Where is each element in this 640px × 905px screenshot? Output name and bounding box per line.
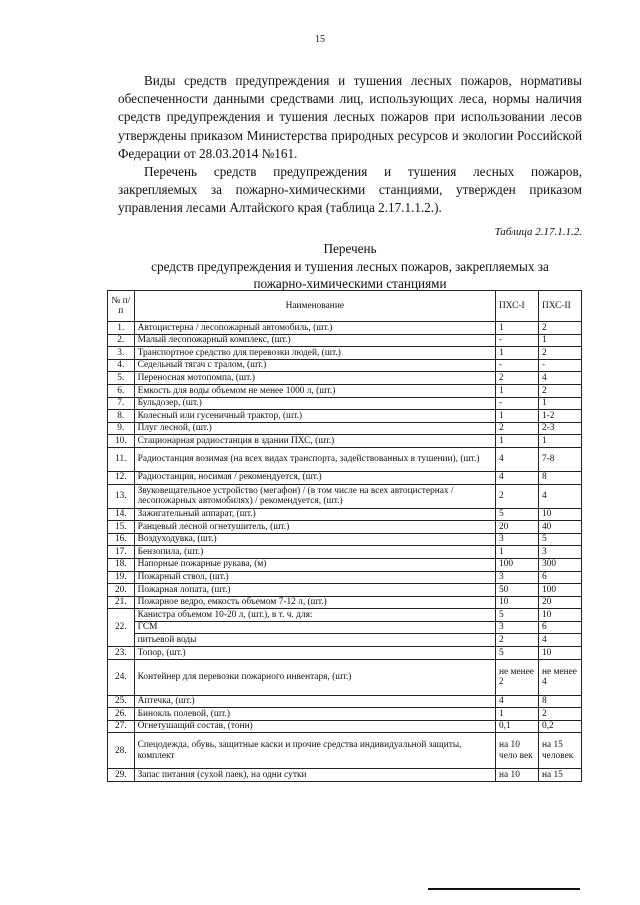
- row-pxc-2-value: 4: [538, 372, 581, 385]
- table-title-line-2: средств предупреждения и тушения лесных пожаров, закрепляемых за: [151, 259, 549, 274]
- row-pxc-2-value: 3: [538, 546, 581, 559]
- table-row: [108, 435, 582, 448]
- row-pxc-1-value: 100: [495, 558, 538, 571]
- table-row: [108, 471, 582, 484]
- row-name: Колесный или гусеничный трактор, (шт.): [134, 410, 495, 423]
- table-row: [108, 596, 582, 609]
- row-pxc-1-value: 4: [495, 695, 538, 708]
- row-pxc-2-value: 4: [538, 484, 581, 508]
- table-row: [108, 533, 582, 546]
- paragraph-forest-fire-standards: Виды средств предупреждения и тушения лесных пожаров, нормативы обеспеченности данными средствами лиц, использующих леса, нормы наличия средств предупреждения и тушения лесных пожаров при использовании лесов утверждены приказом Министерства природных ресурсов и экологии Российской Федерации от 28.03.2014 №161.: [118, 73, 582, 161]
- row-pxc-2-value: 10: [538, 609, 581, 622]
- row-name: Напорные пожарные рукава, (м): [134, 558, 495, 571]
- row-pxc-2-value: 2: [538, 708, 581, 721]
- row-pxc-1-value: 50: [495, 584, 538, 597]
- header-pxc-2: ПХС-II: [538, 291, 581, 322]
- table-row: [108, 422, 582, 435]
- row-pxc-2-value: 4: [538, 634, 581, 647]
- table-row: [108, 447, 582, 471]
- row-pxc-2-value: 0,2: [538, 720, 581, 733]
- table-row: [108, 484, 582, 508]
- row-pxc-2-value: не менее 4: [538, 659, 581, 695]
- row-pxc-1-value: 3: [495, 533, 538, 546]
- row-name: Транспортное средство для перевозки людей, (шт.): [134, 347, 495, 360]
- row-number: 26.: [108, 708, 135, 721]
- row-number: 19.: [108, 571, 135, 584]
- row-name: Бульдозер, (шт.): [134, 397, 495, 410]
- row-number: 1.: [108, 322, 135, 335]
- row-pxc-2-value: 2: [538, 384, 581, 397]
- row-number: 22.: [108, 609, 135, 647]
- row-pxc-1-value: 1: [495, 384, 538, 397]
- row-number: 29.: [108, 769, 135, 782]
- table-row: [108, 659, 582, 695]
- row-number: 10.: [108, 435, 135, 448]
- row-name: Аптечка, (шт.): [134, 695, 495, 708]
- row-pxc-2-value: 10: [538, 508, 581, 521]
- row-number: 27.: [108, 720, 135, 733]
- row-pxc-1-value: 5: [495, 609, 538, 622]
- row-name: Пожарный ствол, (шт.): [134, 571, 495, 584]
- row-name: Пожарная лопата, (шт.): [134, 584, 495, 597]
- row-pxc-2-value: 8: [538, 695, 581, 708]
- table-row: [108, 347, 582, 360]
- row-name: Запас питания (сухой паек), на одни сутки: [134, 769, 495, 782]
- table-row: [108, 634, 582, 647]
- table-row: [108, 334, 582, 347]
- row-number: 21.: [108, 596, 135, 609]
- table-row: [108, 546, 582, 559]
- row-number: 4.: [108, 359, 135, 372]
- table-header-row: [108, 291, 582, 322]
- table-row: [108, 571, 582, 584]
- row-number: 16.: [108, 533, 135, 546]
- row-pxc-2-value: 8: [538, 471, 581, 484]
- row-name: Канистра объемом 10-20 л, (шт.), в т. ч. для:: [134, 609, 495, 622]
- row-pxc-2-value: на 15: [538, 769, 581, 782]
- table-row: [108, 708, 582, 721]
- row-name: Радиостанция, носимая / рекомендуется, (шт.): [134, 471, 495, 484]
- row-pxc-2-value: 20: [538, 596, 581, 609]
- row-number: 8.: [108, 410, 135, 423]
- row-pxc-1-value: на 10: [495, 769, 538, 782]
- table-row: [108, 384, 582, 397]
- row-pxc-2-value: 1: [538, 435, 581, 448]
- row-pxc-1-value: 1: [495, 708, 538, 721]
- row-pxc-1-value: -: [495, 397, 538, 410]
- paragraph-fire-station-list: Перечень средств предупреждения и тушения лесных пожаров, закрепляемых за пожарно-химическими станциями, утвержден приказом управления лесами Алтайского края (таблица 2.17.1.1.2.).: [118, 164, 582, 216]
- header-pxc-1: ПХС-I: [495, 291, 538, 322]
- row-pxc-1-value: 5: [495, 647, 538, 660]
- row-pxc-1-value: 2: [495, 484, 538, 508]
- row-pxc-1-value: 5: [495, 508, 538, 521]
- row-pxc-1-value: 1: [495, 546, 538, 559]
- header-name: Наименование: [134, 291, 495, 322]
- row-pxc-2-value: 2-3: [538, 422, 581, 435]
- table-row: [108, 621, 582, 634]
- row-number: 9.: [108, 422, 135, 435]
- row-pxc-1-value: 3: [495, 571, 538, 584]
- table-row: [108, 397, 582, 410]
- row-name: питьевой воды: [134, 634, 495, 647]
- row-pxc-2-value: 2: [538, 322, 581, 335]
- table-row: [108, 647, 582, 660]
- table-row: [108, 410, 582, 423]
- row-number: 13.: [108, 484, 135, 508]
- row-name: Седельный тягач с тралом, (шт.): [134, 359, 495, 372]
- table-row: [108, 322, 582, 335]
- row-pxc-1-value: -: [495, 334, 538, 347]
- table-row: [108, 733, 582, 769]
- row-number: 3.: [108, 347, 135, 360]
- row-number: 14.: [108, 508, 135, 521]
- row-pxc-1-value: на 10 чело век: [495, 733, 538, 769]
- row-number: 23.: [108, 647, 135, 660]
- table-row: [108, 720, 582, 733]
- table-row: [108, 558, 582, 571]
- row-number: 28.: [108, 733, 135, 769]
- row-pxc-1-value: 4: [495, 471, 538, 484]
- row-name: Бинокль полевой, (шт.): [134, 708, 495, 721]
- table-title-line-3: пожарно-химическими станциями: [253, 276, 447, 291]
- row-name: Воздуходувка, (шт.): [134, 533, 495, 546]
- row-pxc-1-value: 20: [495, 521, 538, 534]
- row-name: Радиостанция возимая (на всех видах транспорта, задействованных в тушении), (шт.): [134, 447, 495, 471]
- row-pxc-2-value: на 15 человек: [538, 733, 581, 769]
- row-number: 20.: [108, 584, 135, 597]
- row-name: Плуг лесной, (шт.): [134, 422, 495, 435]
- row-pxc-1-value: -: [495, 359, 538, 372]
- row-pxc-2-value: 1: [538, 397, 581, 410]
- row-name: Топор, (шт.): [134, 647, 495, 660]
- row-pxc-1-value: 1: [495, 347, 538, 360]
- row-pxc-1-value: 10: [495, 596, 538, 609]
- row-pxc-2-value: 40: [538, 521, 581, 534]
- row-number: 11.: [108, 447, 135, 471]
- row-pxc-2-value: 6: [538, 571, 581, 584]
- row-name: Огнетушащий состав, (тонн): [134, 720, 495, 733]
- table-row: [108, 359, 582, 372]
- row-name: Автоцистерна / лесопожарный автомобиль, (шт.): [134, 322, 495, 335]
- row-name: Звуковещательное устройство (мегафон) / (в том числе на всех автоцистернах / лесопожарных автомобилях) / рекомендуется, (шт.): [134, 484, 495, 508]
- row-pxc-1-value: 2: [495, 372, 538, 385]
- row-pxc-1-value: не менее 2: [495, 659, 538, 695]
- header-num: № п/п: [108, 291, 135, 322]
- table-row: [108, 695, 582, 708]
- row-number: 7.: [108, 397, 135, 410]
- row-pxc-2-value: 300: [538, 558, 581, 571]
- row-number: 5.: [108, 372, 135, 385]
- row-pxc-1-value: 1: [495, 435, 538, 448]
- row-number: 25.: [108, 695, 135, 708]
- table-row: [108, 521, 582, 534]
- row-pxc-2-value: 6: [538, 621, 581, 634]
- row-name: Спецодежда, обувь, защитные каски и прочие средства индивидуальной защиты, комплект: [134, 733, 495, 769]
- row-pxc-1-value: 1: [495, 410, 538, 423]
- table-caption: Таблица 2.17.1.1.2.: [494, 226, 582, 238]
- row-name: Переносная мотопомпа, (шт.): [134, 372, 495, 385]
- row-name: Ранцевый лесной огнетушитель, (шт.): [134, 521, 495, 534]
- row-pxc-2-value: 10: [538, 647, 581, 660]
- row-name: Зажигательный аппарат, (шт.): [134, 508, 495, 521]
- row-number: 17.: [108, 546, 135, 559]
- page-number: 15: [315, 34, 325, 45]
- table-row: [108, 609, 582, 622]
- row-name: ГСМ: [134, 621, 495, 634]
- row-pxc-1-value: 3: [495, 621, 538, 634]
- row-pxc-2-value: 2: [538, 347, 581, 360]
- row-name: Стационарная радиостанция в здании ПХС, (шт.): [134, 435, 495, 448]
- row-name: Контейнер для перевозки пожарного инвентаря, (шт.): [134, 659, 495, 695]
- row-pxc-1-value: 4: [495, 447, 538, 471]
- row-number: 15.: [108, 521, 135, 534]
- table-row: [108, 584, 582, 597]
- row-number: 2.: [108, 334, 135, 347]
- row-number: 24.: [108, 659, 135, 695]
- row-pxc-2-value: 100: [538, 584, 581, 597]
- row-pxc-1-value: 2: [495, 634, 538, 647]
- row-pxc-1-value: 0,1: [495, 720, 538, 733]
- row-pxc-1-value: 2: [495, 422, 538, 435]
- table-title-line-1: Перечень: [323, 241, 377, 256]
- table-row: [108, 769, 582, 782]
- table-row: [108, 372, 582, 385]
- row-number: 12.: [108, 471, 135, 484]
- row-pxc-2-value: 7-8: [538, 447, 581, 471]
- row-number: 6.: [108, 384, 135, 397]
- equipment-table: [107, 290, 582, 782]
- row-pxc-2-value: -: [538, 359, 581, 372]
- table-row: [108, 508, 582, 521]
- row-name: Бензопила, (шт.): [134, 546, 495, 559]
- row-name: Пожарное ведро, емкость объемом 7-12 л, (шт.): [134, 596, 495, 609]
- row-name: Емкость для воды объемом не менее 1000 л, (шт.): [134, 384, 495, 397]
- row-pxc-2-value: 5: [538, 533, 581, 546]
- row-name: Малый лесопожарный комплекс, (шт.): [134, 334, 495, 347]
- row-pxc-1-value: 1: [495, 322, 538, 335]
- row-pxc-2-value: 1-2: [538, 410, 581, 423]
- row-pxc-2-value: 1: [538, 334, 581, 347]
- row-number: 18.: [108, 558, 135, 571]
- footer-rule: [428, 888, 580, 890]
